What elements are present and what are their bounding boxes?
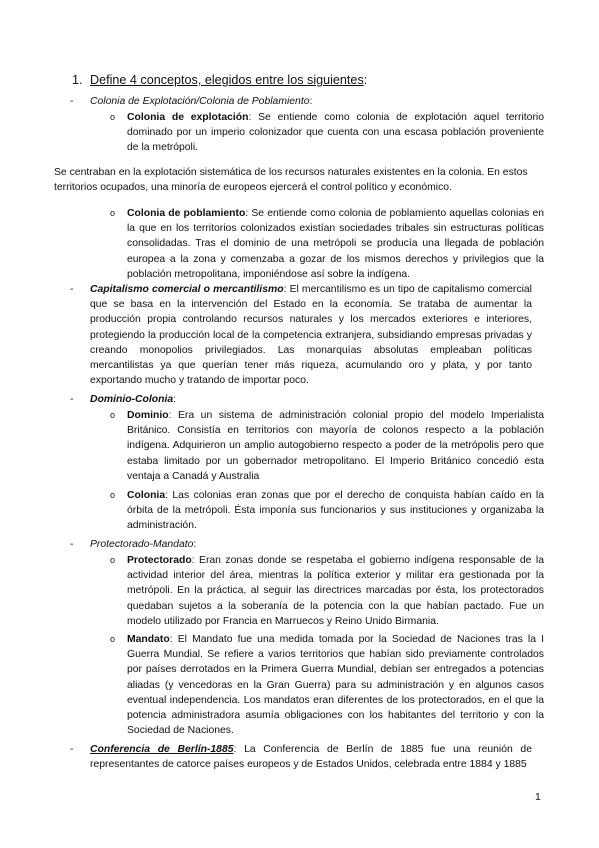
- paragraph-text: Se centraban en la explotación sistemática de los recursos naturales existentes en la colonia. En estos territorios ocupados, una minoría de europeos ejercerá el control político y económico.: [54, 167, 528, 194]
- bullet-marker: o: [110, 410, 116, 420]
- dash-marker: -: [70, 394, 74, 405]
- subterm-mandato: [110, 632, 544, 738]
- dash-marker: -: [70, 284, 74, 295]
- section-colon: :: [363, 73, 368, 87]
- term-protectorado: - Protectorado-Mandato:: [70, 537, 532, 552]
- term-title: Conferencia de Berlín-1885: [90, 744, 234, 755]
- section-heading: [72, 72, 367, 88]
- term-text: : El mercantilismo es un tipo de capitalismo comercial que se basa en la intervención del Estado en la economía. Se trataba de aumentar la producción propia controlando recursos naturales y los mercados exteriores e interiores, protegiendo la producción local de la competencia extranjera, subsidiando empresas privadas y creando monopolios privilegiados. Las monarquías absolutas empleaban políticas mercantilistas ya que querían tener más riqueza, acumulando oro y plata, y por tanto exportando mucho y tratando de importar poco.: [90, 284, 532, 387]
- subterm-colonia: [110, 488, 544, 534]
- bullet-marker: o: [110, 112, 116, 122]
- subterm-text: : Era un sistema de administración colonial propio del modelo Imperialista Británico. Consistía en territorios con mayoría de colonos respecto a la población indígena. Adquirieron un amplio autogobierno respecto a poder de la metrópolis pero que estaba limitado por un gobernador metropolitano. El Imperio Británico concedió esta ventaja a Canadá y Australia: [127, 410, 544, 482]
- subterm-title: Colonia de explotación: [127, 112, 249, 123]
- term-title: Dominio-Colonia: [90, 394, 174, 405]
- term-title: Colonia de Explotación/Colonia de Poblamiento: [90, 96, 310, 107]
- paragraph-explotacion: [54, 165, 544, 195]
- subterm-text: : Eran zonas donde se respetaba el gobierno indígena responsable de la actividad interior del área, mientras la política exterior y militar era gestionada por la metrópoli. En la práctica, al seguir las directrices marcadas por ésta, los protectorados quedaban sujetos a la soberanía de la potencia con la que habían pactado. Fue un modelo utilizado por Francia en Marruecos y Reino Unido Birmania.: [127, 555, 544, 627]
- bullet-marker: o: [110, 634, 116, 644]
- dash-marker: -: [70, 539, 74, 550]
- subterm-dominio: [110, 408, 544, 484]
- term-colonia: - Colonia de Explotación/Colonia de Poblamiento:: [70, 94, 532, 109]
- page-number: 1: [535, 792, 541, 803]
- term-title: Capitalismo comercial o mercantilismo: [90, 284, 284, 295]
- term-text: : La Conferencia de Berlín de 1885 fue una reunión de representantes de catorce países europeos y de Estados Unidos, celebrada entre 1884 y 1885: [90, 744, 532, 771]
- term-berlin: [70, 742, 532, 772]
- subterm-text: : Las colonias eran zonas que por el derecho de conquista habían caído en la órbita de la metrópoli. Ésta imponía sus funcionarios y sus instituciones y organizaba la administración.: [127, 490, 544, 532]
- bullet-marker: o: [110, 555, 116, 565]
- subterm-explotacion: [110, 110, 544, 156]
- subterm-poblamiento: [110, 206, 544, 282]
- subterm-title: Colonia de poblamiento: [127, 208, 246, 219]
- dash-marker: -: [70, 744, 74, 755]
- subterm-text: : Se entiende como colonia de poblamiento aquellas colonias en la que en los territorios colonizados existían sociedades tribales sin estructuras políticas consolidadas. Tras el dominio de una metrópoli se producía una llegada de población europea a la zona y comenzaba a gozar de los mismos derechos y privilegios que la población metropolitana, imponiéndose así sobre la indígena.: [127, 208, 544, 280]
- term-capitalismo: [70, 282, 532, 388]
- term-dominio: - Dominio-Colonia:: [70, 392, 532, 407]
- section-number: 1.: [72, 73, 83, 87]
- bullet-marker: o: [110, 490, 116, 500]
- subterm-title: Protectorado: [127, 555, 192, 566]
- section-title: Define 4 conceptos, elegidos entre los siguientes: [90, 73, 364, 87]
- subterm-title: Mandato: [127, 634, 170, 645]
- subterm-title: Colonia: [127, 490, 166, 501]
- dash-marker: -: [70, 96, 74, 107]
- bullet-marker: o: [110, 208, 116, 218]
- subterm-text: : El Mandato fue una medida tomada por la Sociedad de Naciones tras la I Guerra Mundial. Se refiere a varios territorios que habían sido previamente controlados por países derrotados en la Primera Guerra Mundial, debían ser entregados a potencias aliadas (y vencedoras en la Gran Guerra) para su administración y en algunos casos eventual independencia. Los mandatos eran diferentes de los protectorados, en el que la potencia administradora asumía obligaciones con los habitantes del territorio y con la Sociedad de Naciones.: [127, 634, 544, 737]
- term-title: Protectorado-Mandato: [90, 539, 194, 550]
- subterm-protectorado: [110, 553, 544, 629]
- subterm-text: : Se entiende como colonia de explotación aquel territorio dominado por un imperio colonizador que cuenta con una escasa población proveniente de la metrópoli.: [127, 112, 544, 154]
- subterm-title: Dominio: [127, 410, 169, 421]
